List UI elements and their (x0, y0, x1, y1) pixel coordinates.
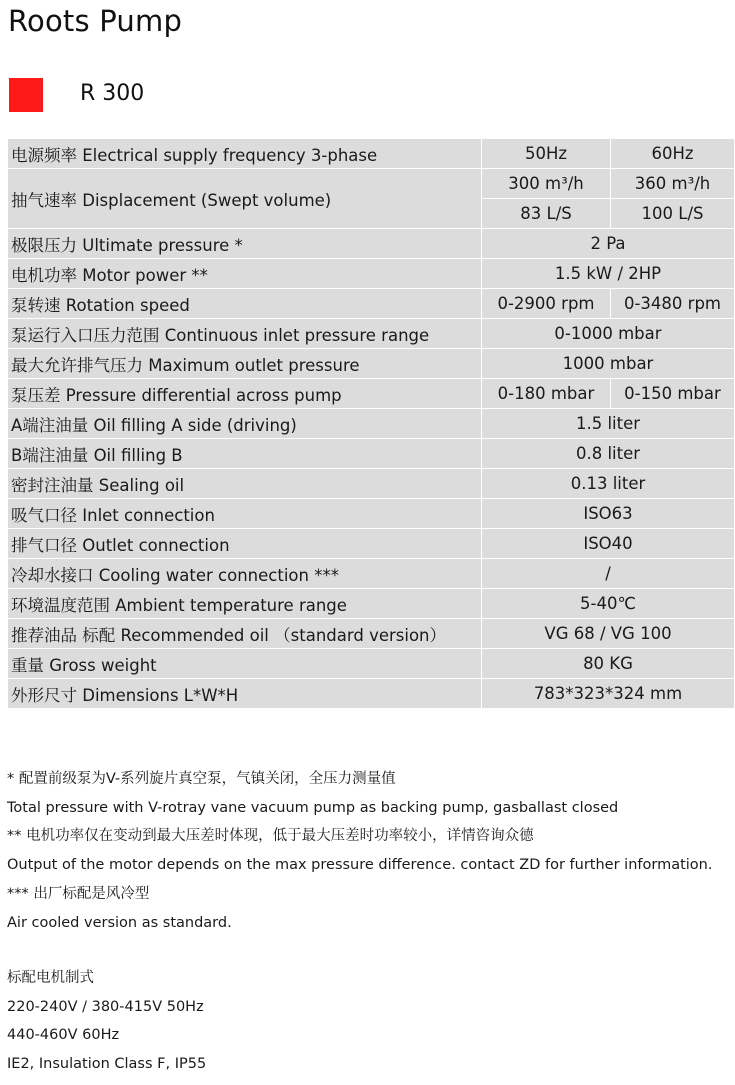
spec-value-50hz: 50Hz (482, 139, 611, 169)
spec-value-60hz: 0-150 mbar (611, 379, 735, 409)
footnote-line: Air cooled version as standard. (7, 914, 232, 931)
spec-label: 密封注油量 Sealing oil (8, 469, 482, 499)
spec-table (7, 138, 735, 709)
table-row (8, 139, 735, 169)
spec-value: 1000 mbar (482, 349, 735, 379)
motor-standard-title: 标配电机制式 (7, 970, 94, 986)
spec-label: 泵运行入口压力范围 Continuous inlet pressure range (8, 319, 482, 349)
table-row (8, 319, 735, 349)
spec-label: 电源频率 Electrical supply frequency 3-phase (8, 139, 482, 169)
spec-label: 重量 Gross weight (8, 649, 482, 679)
spec-value: 80 KG (482, 649, 735, 679)
spec-value: 2 Pa (482, 229, 735, 259)
spec-value: ISO63 (482, 499, 735, 529)
footnotes (7, 765, 733, 937)
footnote-line: Total pressure with V-rotray vane vacuum pump as backing pump, gasballast closed (7, 799, 619, 816)
table-row (8, 679, 735, 709)
footnote-line: Output of the motor depends on the max pressure difference. contact ZD for further information. (7, 857, 713, 874)
spec-label: 最大允许排气压力 Maximum outlet pressure (8, 349, 482, 379)
footnote-line: * 配置前级泵为V-系列旋片真空泵，气镇关闭，全压力测量值 (7, 771, 396, 787)
spec-value: 5-40℃ (482, 589, 735, 619)
motor-standard (7, 964, 733, 1079)
spec-value-60hz: 60Hz (611, 139, 735, 169)
table-row (8, 529, 735, 559)
spec-value: / (482, 559, 735, 589)
spec-label: A端注油量 Oil filling A side (driving) (8, 409, 482, 439)
page-title: Roots Pump (8, 4, 183, 38)
spec-label: 环境温度范围 Ambient temperature range (8, 589, 482, 619)
spec-value-60hz: 360 m³/h (611, 169, 735, 199)
table-row (8, 559, 735, 589)
spec-label: 电机功率 Motor power ** (8, 259, 482, 289)
spec-label: 排气口径 Outlet connection (8, 529, 482, 559)
footnote-line: *** 出厂标配是风冷型 (7, 885, 150, 902)
table-row (8, 469, 735, 499)
table-row (8, 439, 735, 469)
spec-label: 泵转速 Rotation speed (8, 289, 482, 319)
table-row (8, 649, 735, 679)
table-row (8, 409, 735, 439)
spec-label: 极限压力 Ultimate pressure * (8, 229, 482, 259)
spec-value: 783*323*324 mm (482, 679, 735, 709)
motor-standard-line: IE2, Insulation Class F, IP55 (7, 1056, 207, 1073)
spec-value: 0.13 liter (482, 469, 735, 499)
table-row (8, 169, 735, 199)
table-row (8, 259, 735, 289)
spec-value-50hz: 300 m³/h (482, 169, 611, 199)
spec-value: 1.5 kW / 2HP (482, 259, 735, 289)
spec-value: VG 68 / VG 100 (482, 619, 735, 649)
spec-value-50hz: 0-2900 rpm (482, 289, 611, 319)
spec-value-50hz: 0-180 mbar (482, 379, 611, 409)
spec-value: 0-1000 mbar (482, 319, 735, 349)
table-row (8, 499, 735, 529)
spec-value-60hz: 0-3480 rpm (611, 289, 735, 319)
model-name: R 300 (80, 81, 145, 106)
spec-value: ISO40 (482, 529, 735, 559)
model-color-swatch (9, 78, 43, 112)
table-row (8, 229, 735, 259)
footnote-line: ** 电机功率仅在变动到最大压差时体现，低于最大压差时功率较小，详情咨询众德 (7, 828, 534, 845)
spec-label: 外形尺寸 Dimensions L*W*H (8, 679, 482, 709)
spec-label: 抽气速率 Displacement (Swept volume) (8, 169, 482, 229)
table-row (8, 349, 735, 379)
spec-value-50hz: 83 L/S (482, 199, 611, 229)
spec-label: 泵压差 Pressure differential across pump (8, 379, 482, 409)
table-row (8, 379, 735, 409)
table-row (8, 619, 735, 649)
spec-label: 吸气口径 Inlet connection (8, 499, 482, 529)
spec-label: 推荐油品 标配 Recommended oil （standard version） (8, 619, 482, 649)
motor-standard-line: 220-240V / 380-415V 50Hz (7, 998, 204, 1015)
spec-value: 1.5 liter (482, 409, 735, 439)
spec-label: 冷却水接口 Cooling water connection *** (8, 559, 482, 589)
spec-value-60hz: 100 L/S (611, 199, 735, 229)
table-row (8, 289, 735, 319)
table-row (8, 589, 735, 619)
motor-standard-line: 440-460V 60Hz (7, 1027, 120, 1044)
spec-label: B端注油量 Oil filling B (8, 439, 482, 469)
spec-value: 0.8 liter (482, 439, 735, 469)
